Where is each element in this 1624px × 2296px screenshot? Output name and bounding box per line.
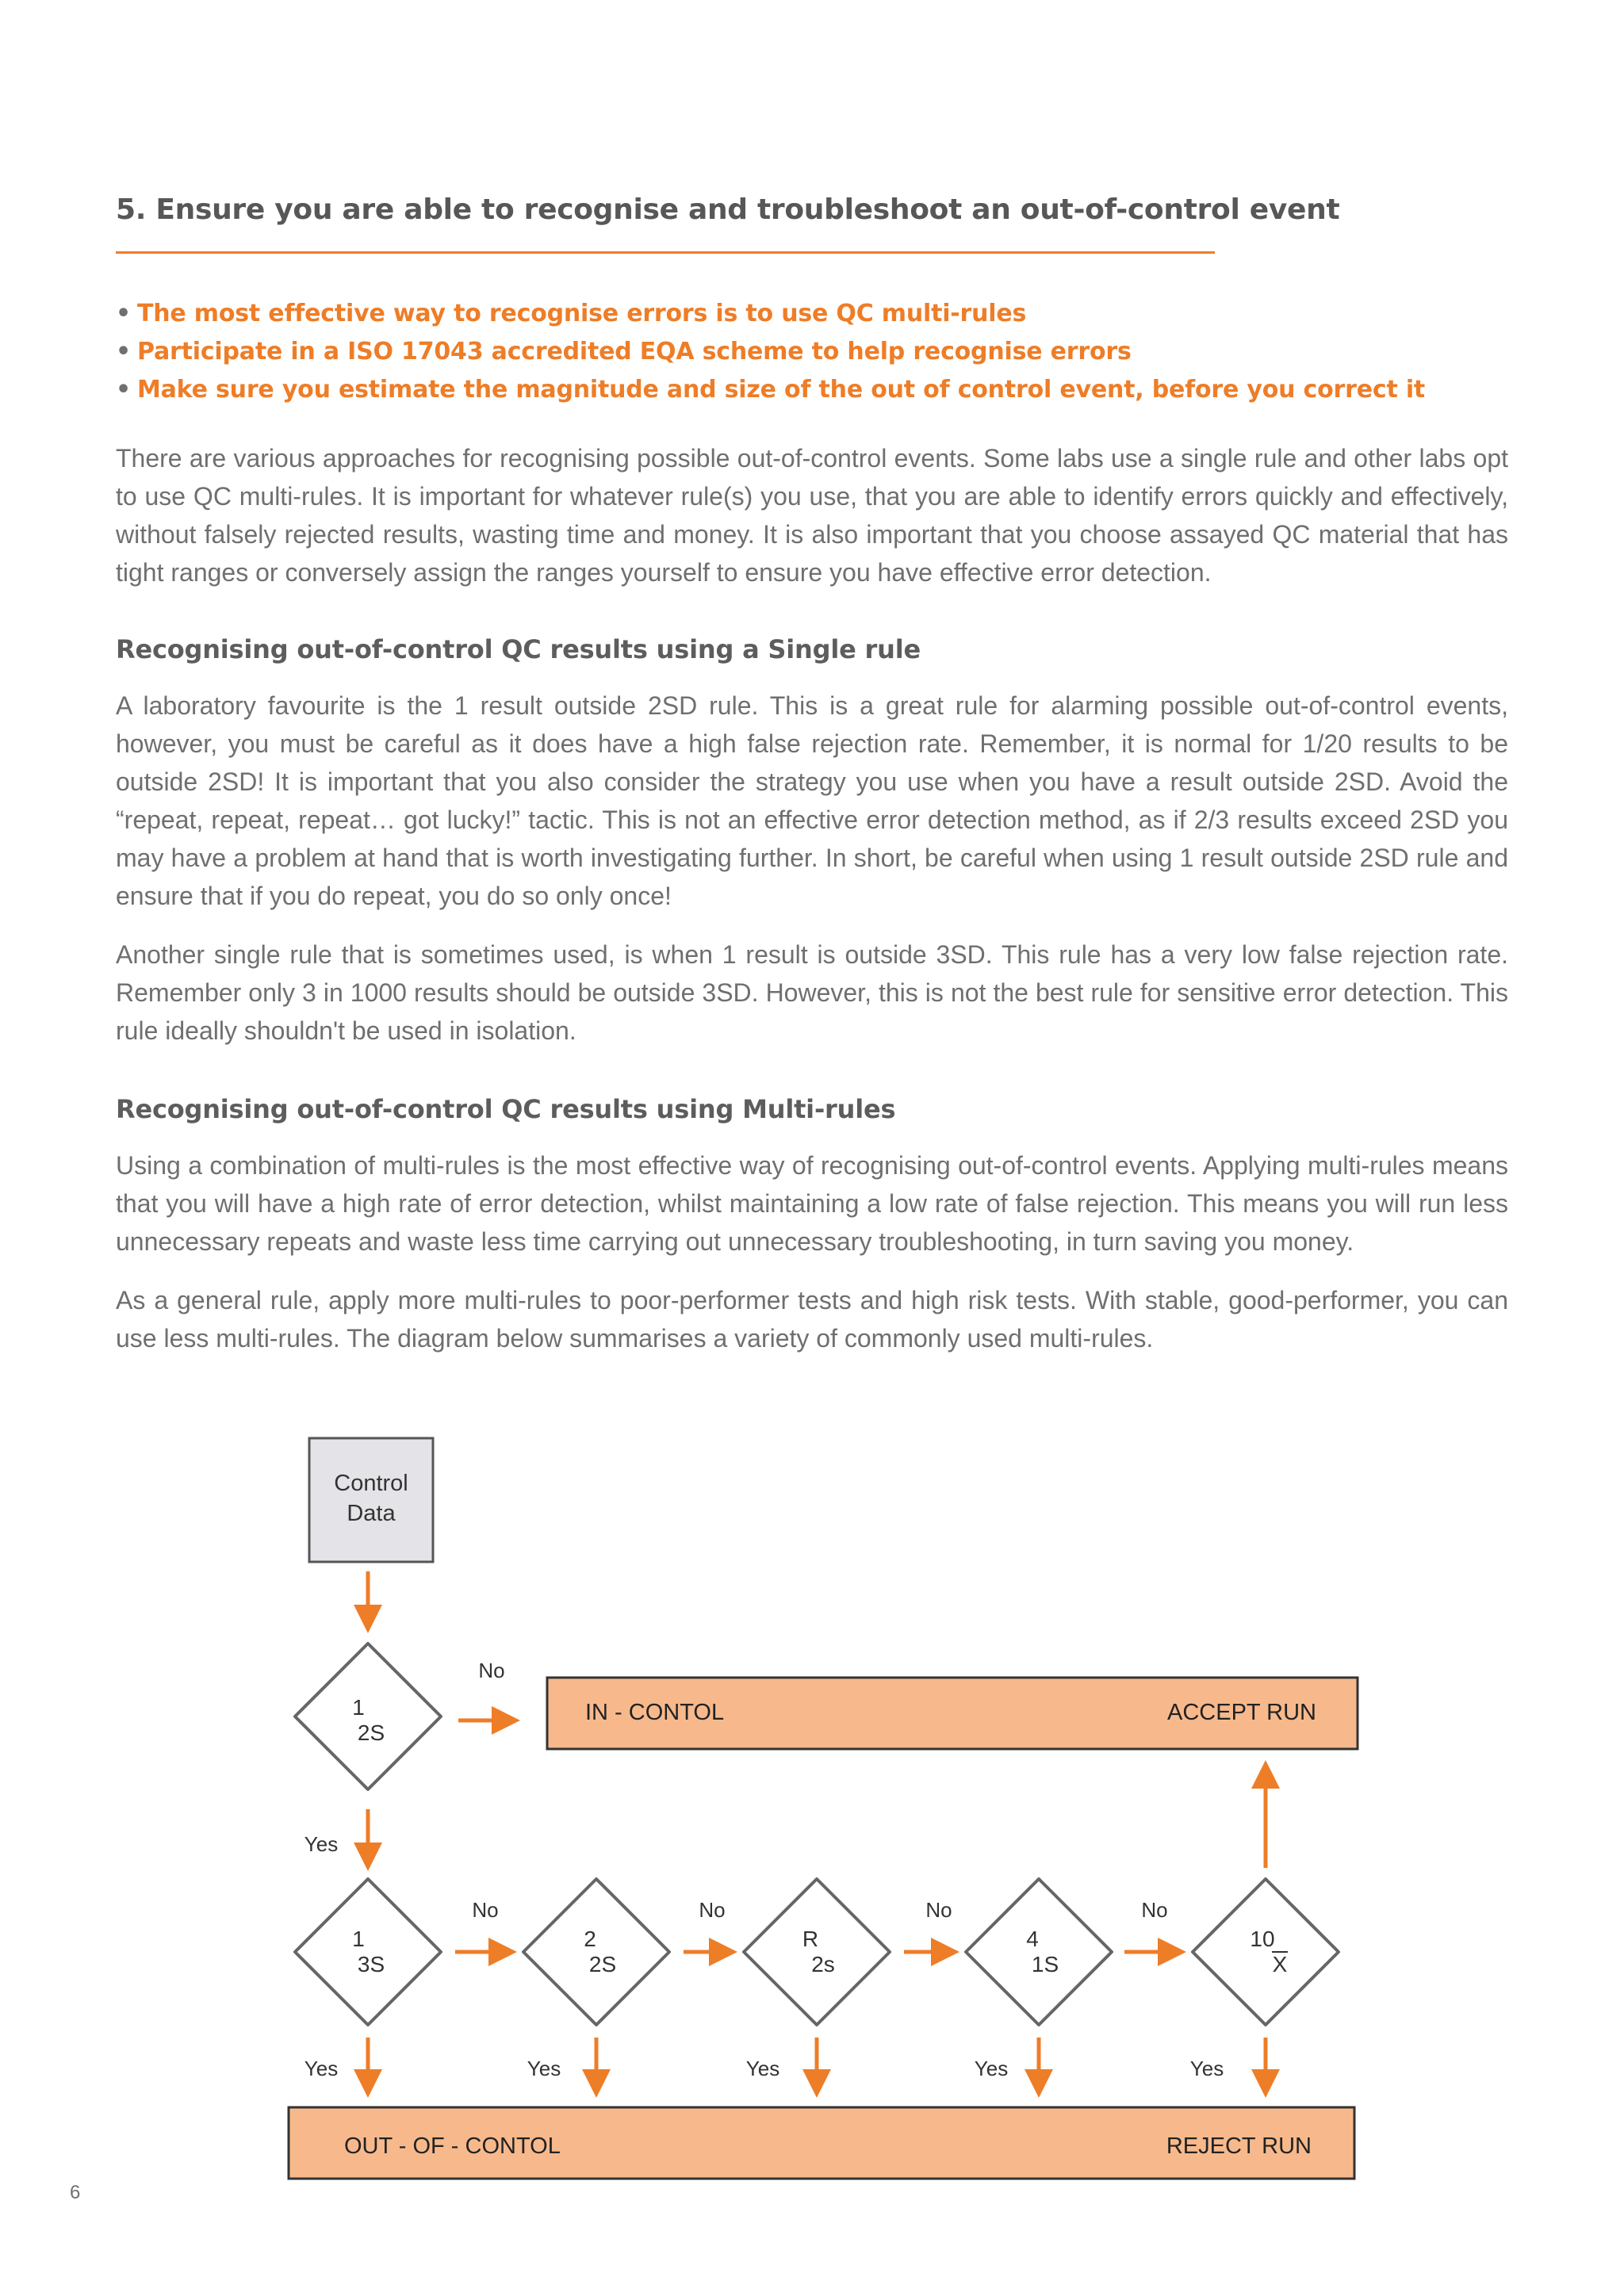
flow-arrow — [1124, 1938, 1186, 1966]
no-label: No — [472, 1898, 499, 1922]
single-rule-heading: Recognising out-of-control QC results using a Single rule — [116, 634, 921, 664]
flow-arrow — [354, 2038, 382, 2098]
no-label: No — [925, 1898, 952, 1922]
rule-4-1s-top: 4 — [1026, 1927, 1039, 1951]
intro-paragraph: There are various approaches for recognising possible out-of-control events. Some labs use a single rule and other labs opt to use QC multi-rules. It is important for whatever rule(s) you use, that you are able to identify errors quickly and effectively, without falsely rejected results, wasting time and money. It is also important that you choose assayed QC material that has tight ranges or conversely assign the ranges yourself to ensure you have effective error detection. — [116, 444, 1508, 587]
page-number: 6 — [70, 2182, 81, 2203]
bullet-marker: • — [116, 376, 131, 404]
flow-arrow — [802, 2038, 831, 2098]
rule-1-3s-diamond — [295, 1879, 441, 2025]
flow-arrow — [904, 1938, 959, 1966]
flow-arrow — [582, 2038, 611, 2098]
multi-rule-paragraph-1: Using a combination of multi-rules is the most effective way of recognising out-of-control events. Applying multi-rules means that you will have a high rate of error detection, whilst maintaining a low rate of false rejection. This means you will run less unnecessary repeats and waste less time carrying out unnecessary troubleshooting, in turn saving you money. — [116, 1151, 1508, 1256]
control-data-box — [309, 1438, 433, 1562]
yes-label: Yes — [745, 2057, 780, 2080]
rule-2-2s-top: 2 — [584, 1927, 596, 1951]
in-control-label: IN - CONTOL — [585, 1700, 725, 1725]
section-heading: 5. Ensure you are able to recognise and troubleshoot an out-of-control event — [116, 193, 1340, 226]
flow-arrow — [1251, 2038, 1280, 2098]
flow-arrow — [458, 1706, 520, 1735]
rule-4-1s-diamond — [966, 1879, 1112, 2025]
rule-1-2s-diamond — [295, 1644, 441, 1789]
single-rule-paragraph-2: Another single rule that is sometimes used, is when 1 result is outside 3SD. This rule has a very low false rejection rate. Remember only 3 in 1000 results should be outside 3SD. However, this is not the best rule for sensitive error detection. This rule ideally shouldn't be used in isolation. — [116, 940, 1508, 1045]
yes-label: Yes — [304, 2057, 339, 2080]
accept-run-label: ACCEPT RUN — [1167, 1700, 1316, 1725]
no-label: No — [1141, 1898, 1168, 1922]
control-data-label: Control — [334, 1471, 408, 1496]
flow-arrow — [1025, 2038, 1053, 2098]
rule-r-2s-bottom: 2s — [811, 1952, 835, 1976]
reject-run-label: REJECT RUN — [1166, 2133, 1312, 2159]
bullet-marker: • — [116, 300, 131, 327]
yes-label: Yes — [304, 1832, 339, 1856]
multi-rule-paragraph-2: As a general rule, apply more multi-rules to poor-performer tests and high risk tests. With stable, good-performer, you can use less multi-rules. The diagram below summarises a variety of commonly used multi-rules. — [116, 1286, 1508, 1353]
rule-1-3s-bottom: 3S — [357, 1952, 385, 1976]
single-rule-paragraph-1: A laboratory favourite is the 1 result outside 2SD rule. This is a great rule for alarming possible out-of-control events, however, you must be careful as it does have a high false rejection rate. Remember, it is normal for 1/20 results to be outside 2SD! It is important that you also consider the strategy you use when you have a result outside 2SD. Avoid the “repeat, repeat, repeat… got lucky!” tactic. This is not an effective error detection method, as if 2/3 results exceed 2SD you may have a problem at hand that is worth investigating further. In short, be careful when using 1 result outside 2SD rule and ensure that if you do repeat, you do so only once! — [116, 691, 1508, 910]
yes-label: Yes — [527, 2057, 561, 2080]
yes-label: Yes — [974, 2057, 1009, 2080]
flow-arrow — [684, 1938, 737, 1966]
rule-4-1s-bottom: 1S — [1031, 1952, 1059, 1976]
no-label: No — [478, 1659, 505, 1682]
flow-arrow — [354, 1571, 382, 1633]
flow-arrow — [1251, 1760, 1280, 1868]
multi-rule-heading: Recognising out-of-control QC results using Multi-rules — [116, 1094, 896, 1124]
no-label: No — [699, 1898, 726, 1922]
rule-2-2s-diamond — [523, 1879, 669, 2025]
key-point-text: Participate in a ISO 17043 accredited EQA scheme to help recognise errors — [136, 338, 1132, 365]
key-point-text: Make sure you estimate the magnitude and size of the out of control event, before you correct it — [136, 376, 1426, 404]
key-point-text: The most effective way to recognise errors is to use QC multi-rules — [136, 300, 1027, 327]
rule-2-2s-bottom: 2S — [588, 1952, 617, 1976]
flow-arrow — [354, 1809, 382, 1871]
rule-r-2s-top: R — [802, 1927, 819, 1951]
rule-10-x-top: 10 — [1250, 1927, 1275, 1951]
rule-1-2s-top: 1 — [352, 1695, 365, 1720]
rule-10-x-bottom: X — [1272, 1952, 1288, 1976]
bullet-marker: • — [116, 338, 131, 365]
rule-10-x-diamond — [1193, 1879, 1339, 2025]
rule-1-2s-bottom: 2S — [357, 1720, 385, 1745]
yes-label: Yes — [1189, 2057, 1224, 2080]
rule-1-3s-top: 1 — [352, 1927, 365, 1951]
out-of-control-label: OUT - OF - CONTOL — [344, 2133, 561, 2159]
rule-r-2s-diamond — [744, 1879, 890, 2025]
flow-arrow — [455, 1938, 517, 1966]
control-data-label: Data — [347, 1501, 396, 1526]
